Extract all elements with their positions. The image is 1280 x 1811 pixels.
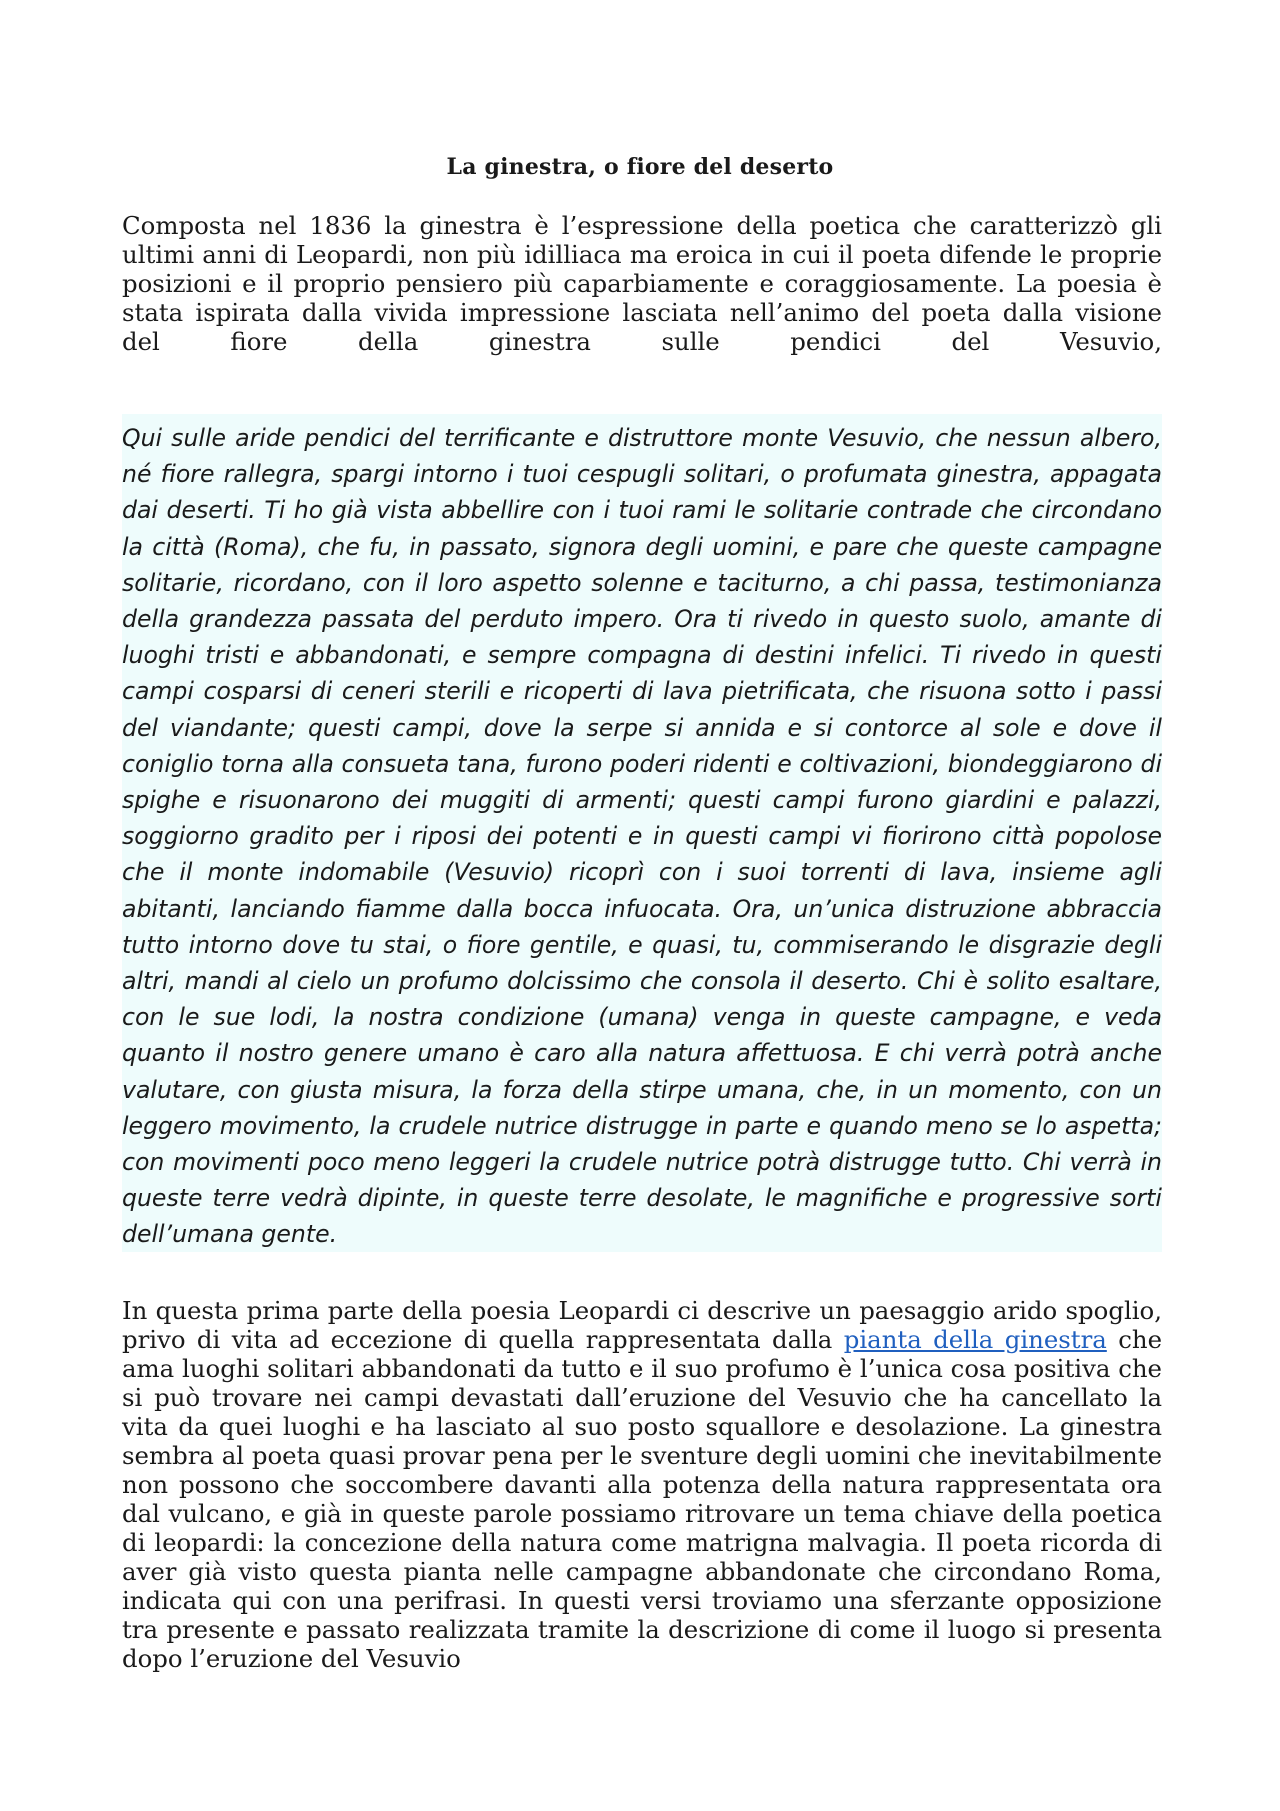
analysis-text-after-link: che ama luoghi solitari abbandonati da tutto e il suo profumo è l’unica cosa positiva che si può trovare nei campi devastati dall’eruzione del Vesuvio che ha cancellato la vita da quei luoghi e ha lasciato al suo posto squallore e desolazione. La ginestra sembra al poeta quasi provar pena per le sventure degli uomini che inevitabilmente non possono che soccombere davanti alla potenza della natura rappresentata ora dal vulcano, e già in queste parole possiamo ritrovare un tema chiave della poetica di leopardi: la concezione della natura come matrigna malvagia. Il poeta ricorda di aver già visto questa pianta nelle campagne abbandonate che circondano Roma, indicata qui con una perifrasi. In questi versi troviamo una sferzante opposizione tra presente e passato realizzata tramite la descrizione di come il luogo si presenta dopo l’eruzione del Vesuvio — [122, 1325, 1163, 1673]
analysis-paragraph — [122, 1296, 1162, 1673]
document-title: La ginestra, o fiore del deserto — [446, 154, 834, 180]
quote-block — [122, 414, 1162, 1252]
quote-paragraph: Qui sulle aride pendici del terrificante e distruttore monte Vesuvio, che nessun albero, né fiore rallegra, spargi intorno i tuoi cespugli solitari, o profumata ginestra, appagata dai deserti. Ti ho già vista abbellire con i tuoi rami le solitarie contrade che circondano la città (Roma), che fu, in passato, signora degli uomini, e pare che queste campagne solitarie, ricordano, con il loro aspetto solenne e taciturno, a chi passa, testimonianza della grandezza passata del perduto impero. Ora ti rivedo in questo suolo, amante di luoghi tristi e abbandonati, e sempre compagna di destini infelici. Ti rivedo in questi campi cosparsi di ceneri sterili e ricoperti di lava pietrificata, che risuona sotto i passi del viandante; questi campi, dove la serpe si annida e si contorce al sole e dove il coniglio torna alla consueta tana, furono poderi ridenti e coltivazioni, biondeggiarono di spighe e risuonarono dei muggiti di armenti; questi campi furono giardini e palazzi, soggiorno gradito per i riposi dei potenti e in questi campi vi fiorirono città popolose che il monte indomabile (Vesuvio) ricoprì con i suoi torrenti di lava, insieme agli abitanti, lanciando fiamme dalla bocca infuocata. Ora, un’unica distruzione abbraccia tutto intorno dove tu stai, o fiore gentile, e quasi, tu, commiserando le disgrazie degli altri, mandi al cielo un profumo dolcissimo che consola il deserto. Chi è solito esaltare, con le sue lodi, la nostra condizione (umana) venga in queste campagne, e veda quanto il nostro genere umano è caro alla natura affettuosa. E chi verrà potrà anche valutare, con giusta misura, la forza della stirpe umana, che, in un momento, con un leggero movimento, la crudele nutrice distrugge in parte e quando meno se lo aspetta; con movimenti poco meno leggeri la crudele nutrice potrà distrugge tutto. Chi verrà in queste terre vedrà dipinte, in queste terre desolate, le magnifiche e progressive sorti dell’umana gente. — [122, 424, 1162, 1249]
analysis-text-before-link: In questa prima parte della poesia Leopardi ci descrive un paesaggio arido spoglio, privo di vita ad eccezione di quella rappresentata dalla — [122, 1296, 1162, 1354]
ginestra-link[interactable]: pianta della ginestra — [843, 1325, 1107, 1354]
intro-paragraph: Composta nel 1836 la ginestra è l’espressione della poetica che caratterizzò gli ultimi anni di Leopardi, non più idilliaca ma eroica in cui il poeta difende le proprie posizioni e il proprio pensiero più caparbiamente e coraggiosamente. La poesia è stata ispirata dalla vivida impressione lasciata nell’animo del poeta dalla visione del fiore della ginestra sulle pendici del Vesuvio, — [122, 211, 1162, 356]
